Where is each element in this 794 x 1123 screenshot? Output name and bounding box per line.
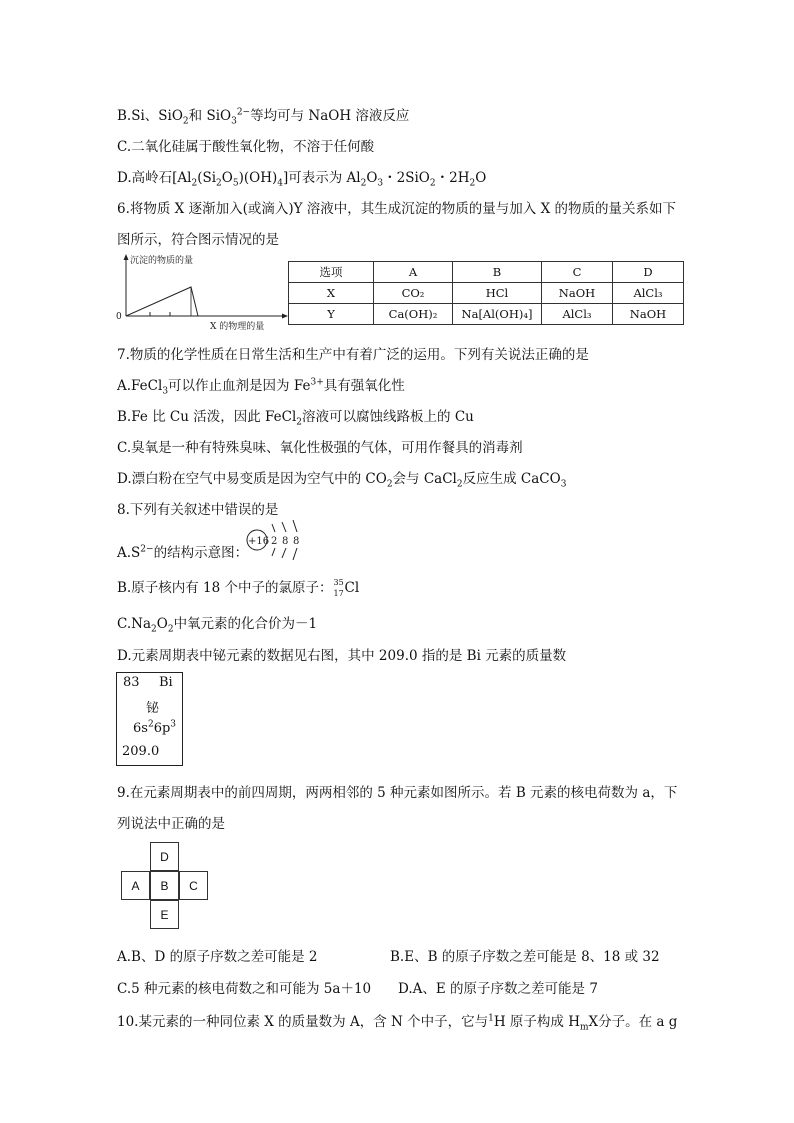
shell-2: 8 xyxy=(282,536,289,547)
q6-text-line2: 图所示，符合图示情况的是 xyxy=(117,232,279,248)
shell-1: 2 xyxy=(271,536,278,547)
q9-text-line2: 列说法中正确的是 xyxy=(117,816,225,832)
table-cell: D xyxy=(613,262,684,283)
grid-cell-a: A xyxy=(121,871,150,900)
table-cell: NaOH xyxy=(613,304,684,325)
nucleus-charge: +16 xyxy=(248,536,270,547)
q7-option-a: A.FeCl$_3$可以作止血剂是因为 $Fe^{3+}$具有强氧化性 xyxy=(117,377,405,397)
q7-option-c: C.臭氧是一种有特殊臭味、氧化性极强的气体，可用作餐具的消毒剂 xyxy=(117,440,523,456)
grid-cell-d: D xyxy=(150,842,179,871)
table-cell: Na[Al(OH)₄] xyxy=(453,304,542,325)
cl-atomic-number: 17 xyxy=(333,588,344,598)
q5-option-d: D.高岭石$[Al_2(Si_2O_5)(OH)_4]$可表示为 $Al_2O_3$・2SiO$_2$・$2H_2O$ xyxy=(117,170,487,189)
q8-option-d: D.元素周期表中铋元素的数据见右图，其中 209.0 指的是 Bi 元素的质量数 xyxy=(117,648,567,664)
table-cell: B xyxy=(453,262,542,283)
q9-text-line1: 9.在元素周期表中的前四周期，两两相邻的 5 种元素如图所示。若 B 元素的核电荷数为 a，下 xyxy=(117,785,678,801)
bi-atomic-number: 83 xyxy=(123,675,140,690)
q6-graph xyxy=(112,252,292,336)
q9-option-c: C.5 种元素的核电荷数之和可能为 5a＋10 xyxy=(117,981,372,997)
cl-symbol: Cl xyxy=(344,580,360,596)
q6-options-table xyxy=(288,261,684,325)
bi-name: 铋 xyxy=(146,701,160,716)
graph-xlabel: X 的物理的量 xyxy=(210,322,265,332)
q5-option-b: B.Si、SiO$_2$和 SiO$_3^{2-}$等均可与 NaOH 溶液反应 xyxy=(117,107,410,127)
table-cell: X xyxy=(289,283,374,304)
table-cell: 选项 xyxy=(289,262,374,283)
table-cell: C xyxy=(542,262,613,283)
graph-origin: 0 xyxy=(116,312,122,322)
sulfur-ion-structure-diagram xyxy=(244,520,306,560)
q10-text: 10.某元素的一种同位素 X 的质量数为 A，含 N 个中子，它与$^1$H 原子构成 $H_mX$分子。在 a g xyxy=(117,1013,678,1033)
q9-option-a: A.B、D 的原子序数之差可能是 2 xyxy=(117,949,318,965)
q8-option-c: $C.Na_2O_2$中氧元素的化合价为－1 xyxy=(117,616,318,635)
grid-cell-b: B xyxy=(150,871,179,900)
q8-option-a: $A.S^{2-}$的结构示意图： xyxy=(117,544,249,561)
table-cell: HCl xyxy=(453,283,542,304)
table-cell: Y xyxy=(289,304,374,325)
q7-option-b: B.Fe 比 Cu 活泼，因此 FeCl$_2$溶液可以腐蚀线路板上的 Cu xyxy=(117,409,474,428)
q8-option-b: B.原子核内有 18 个中子的氯原子： 35 17 Cl xyxy=(117,577,360,598)
table-cell: CO₂ xyxy=(374,283,453,304)
q8-text: 8.下列有关叙述中错误的是 xyxy=(117,502,279,518)
bi-symbol: Bi xyxy=(159,675,173,690)
table-row xyxy=(289,262,684,283)
cl-mass-number: 35 xyxy=(333,577,344,587)
table-row xyxy=(289,283,684,304)
table-cell: A xyxy=(374,262,453,283)
table-cell: AlCl₃ xyxy=(613,283,684,304)
bi-config: $6s^26p^3$ xyxy=(133,719,177,736)
grid-cell-e: E xyxy=(150,900,179,929)
q7-option-d: D.漂白粉在空气中易变质是因为空气中的 $CO_2$会与 CaCl$_2$反应生成 CaCO$_3$ xyxy=(117,471,567,490)
q5-option-c: C.二氧化硅属于酸性氧化物，不溶于任何酸 xyxy=(117,139,375,155)
shell-3: 8 xyxy=(293,536,300,547)
grid-cell-c: C xyxy=(179,871,208,900)
q6-text-line1: 6.将物质 X 逐渐加入(或滴入)Y 溶液中，其生成沉淀的物质的量与加入 X 的物质的量关系如下 xyxy=(117,201,677,217)
bi-mass: 209.0 xyxy=(122,744,160,759)
table-row xyxy=(289,304,684,325)
q9-option-b: B.E、B 的原子序数之差可能是 8、18 或 32 xyxy=(390,949,660,965)
bismuth-element-card xyxy=(116,672,183,766)
table-cell: NaOH xyxy=(542,283,613,304)
table-cell: AlCl₃ xyxy=(542,304,613,325)
table-cell: Ca(OH)₂ xyxy=(374,304,453,325)
q7-text: 7.物质的化学性质在日常生活和生产中有着广泛的运用。下列有关说法正确的是 xyxy=(117,347,589,363)
graph-ylabel: 沉淀的物质的量 xyxy=(130,256,194,266)
q9-option-d: D.A、E 的原子序数之差可能是 7 xyxy=(398,981,598,997)
